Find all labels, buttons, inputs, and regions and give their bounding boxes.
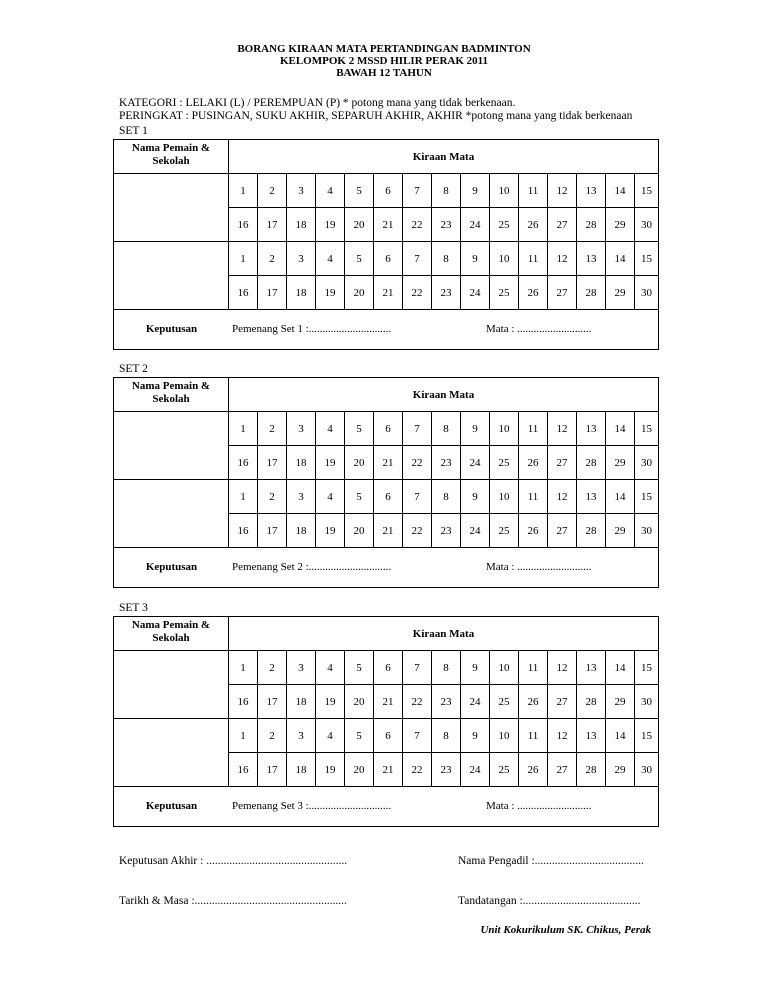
score-cell[interactable]: 28: [577, 685, 606, 719]
score-cell[interactable]: 21: [374, 685, 403, 719]
score-cell[interactable]: 28: [577, 276, 606, 310]
score-cell[interactable]: 23: [432, 753, 461, 787]
player-name-header-line2: Sekolah: [152, 393, 190, 405]
score-cell[interactable]: 16: [229, 685, 258, 719]
score-cell[interactable]: 11: [519, 719, 548, 753]
player-name-header-line1: Nama Pemain &: [131, 142, 211, 154]
score-cell[interactable]: 17: [258, 208, 287, 242]
unit-footer: Unit Kokurikulum SK. Chikus, Perak: [480, 924, 651, 936]
score-cell[interactable]: 4: [316, 719, 345, 753]
score-cell[interactable]: 16: [229, 514, 258, 548]
score-cell[interactable]: 18: [287, 753, 316, 787]
score-cell[interactable]: 2: [258, 719, 287, 753]
score-cell[interactable]: 19: [316, 446, 345, 480]
score-cell[interactable]: 1: [229, 719, 258, 753]
set-label: SET 1: [119, 125, 148, 137]
score-cell[interactable]: 13: [577, 480, 606, 514]
score-cell[interactable]: 30: [635, 514, 658, 548]
set-winner-field[interactable]: Pemenang Set 2 :..............................: [232, 561, 392, 573]
score-cell[interactable]: 10: [490, 174, 519, 208]
score-cell[interactable]: 15: [635, 412, 658, 446]
score-cell[interactable]: 21: [374, 276, 403, 310]
score-cell[interactable]: 26: [519, 753, 548, 787]
score-cell[interactable]: 6: [374, 174, 403, 208]
score-cell[interactable]: 5: [345, 480, 374, 514]
score-cell[interactable]: 27: [548, 685, 577, 719]
score-cell[interactable]: 24: [461, 276, 490, 310]
score-cell[interactable]: 16: [229, 276, 258, 310]
score-cell[interactable]: 6: [374, 480, 403, 514]
score-cell[interactable]: 14: [606, 480, 635, 514]
peringkat-line: PERINGKAT : PUSINGAN, SUKU AKHIR, SEPARUH AKHIR, AKHIR *potong mana yang tidak berkenaan: [119, 110, 633, 122]
score-cell[interactable]: 8: [432, 242, 461, 276]
score-cell[interactable]: 23: [432, 446, 461, 480]
score-cell[interactable]: 9: [461, 480, 490, 514]
score-cell[interactable]: 20: [345, 208, 374, 242]
form-age-group: BAWAH 12 TAHUN: [336, 67, 432, 79]
score-cell[interactable]: 21: [374, 208, 403, 242]
score-cell[interactable]: 8: [432, 719, 461, 753]
tandatangan-field[interactable]: Tandatangan :.........................................: [458, 895, 641, 907]
score-cell[interactable]: 2: [258, 242, 287, 276]
score-cell[interactable]: 25: [490, 276, 519, 310]
score-cell[interactable]: 9: [461, 719, 490, 753]
player-name-cell[interactable]: [114, 412, 229, 480]
score-cell[interactable]: 1: [229, 480, 258, 514]
score-cell[interactable]: 8: [432, 651, 461, 685]
score-cell[interactable]: 11: [519, 651, 548, 685]
score-cell[interactable]: 17: [258, 753, 287, 787]
score-cell[interactable]: 14: [606, 174, 635, 208]
score-cell[interactable]: 23: [432, 514, 461, 548]
player-name-cell[interactable]: [114, 651, 229, 719]
score-cell[interactable]: 17: [258, 514, 287, 548]
player-name-header: [114, 378, 229, 412]
score-cell[interactable]: 7: [403, 480, 432, 514]
score-cell[interactable]: 22: [403, 446, 432, 480]
score-cell[interactable]: 5: [345, 719, 374, 753]
score-cell[interactable]: 5: [345, 174, 374, 208]
score-cell[interactable]: 8: [432, 174, 461, 208]
score-cell[interactable]: 27: [548, 753, 577, 787]
score-cell[interactable]: 25: [490, 208, 519, 242]
score-cell[interactable]: 3: [287, 174, 316, 208]
score-cell[interactable]: 5: [345, 242, 374, 276]
score-cell[interactable]: 2: [258, 174, 287, 208]
score-cell[interactable]: 3: [287, 651, 316, 685]
score-cell[interactable]: 23: [432, 685, 461, 719]
score-cell[interactable]: 9: [461, 651, 490, 685]
score-cell[interactable]: 6: [374, 719, 403, 753]
score-cell[interactable]: 12: [548, 412, 577, 446]
score-cell[interactable]: 24: [461, 753, 490, 787]
score-cell[interactable]: 12: [548, 242, 577, 276]
score-cell[interactable]: 4: [316, 480, 345, 514]
score-cell[interactable]: 13: [577, 174, 606, 208]
score-cell[interactable]: 30: [635, 276, 658, 310]
score-cell[interactable]: 17: [258, 685, 287, 719]
score-cell[interactable]: 2: [258, 480, 287, 514]
score-cell[interactable]: 7: [403, 651, 432, 685]
score-cell[interactable]: 26: [519, 685, 548, 719]
score-cell[interactable]: 13: [577, 651, 606, 685]
score-cell[interactable]: 28: [577, 208, 606, 242]
set-label: SET 2: [119, 363, 148, 375]
score-cell[interactable]: 11: [519, 412, 548, 446]
score-cell[interactable]: 21: [374, 753, 403, 787]
player-name-cell[interactable]: [114, 719, 229, 787]
form-title: BORANG KIRAAN MATA PERTANDINGAN BADMINTON: [237, 43, 531, 55]
score-cell[interactable]: 27: [548, 208, 577, 242]
score-cell[interactable]: 12: [548, 651, 577, 685]
score-cell[interactable]: 1: [229, 242, 258, 276]
score-cell[interactable]: 11: [519, 242, 548, 276]
score-cell[interactable]: 18: [287, 208, 316, 242]
score-cell[interactable]: 24: [461, 514, 490, 548]
score-cell[interactable]: 14: [606, 651, 635, 685]
keputusan-label: Keputusan: [145, 561, 198, 573]
score-cell[interactable]: 22: [403, 276, 432, 310]
score-cell[interactable]: 30: [635, 208, 658, 242]
set-table: [113, 139, 659, 350]
score-cell[interactable]: 26: [519, 446, 548, 480]
score-cell[interactable]: 7: [403, 719, 432, 753]
score-cell[interactable]: 13: [577, 719, 606, 753]
score-cell[interactable]: 8: [432, 480, 461, 514]
score-cell[interactable]: 15: [635, 651, 658, 685]
set-table: [113, 377, 659, 588]
player-name-header-line1: Nama Pemain &: [131, 619, 211, 631]
score-cell[interactable]: 7: [403, 174, 432, 208]
score-cell[interactable]: 16: [229, 446, 258, 480]
score-cell[interactable]: 27: [548, 276, 577, 310]
score-cell[interactable]: 13: [577, 242, 606, 276]
player-name-cell[interactable]: [114, 480, 229, 548]
score-cell[interactable]: 25: [490, 446, 519, 480]
score-cell[interactable]: 18: [287, 514, 316, 548]
score-cell[interactable]: 24: [461, 446, 490, 480]
score-cell[interactable]: 28: [577, 446, 606, 480]
player-name-header-line1: Nama Pemain &: [131, 380, 211, 392]
score-cell[interactable]: 11: [519, 480, 548, 514]
set-points-field[interactable]: Mata : ...........................: [486, 800, 592, 812]
score-cell[interactable]: 23: [432, 208, 461, 242]
score-cell[interactable]: 9: [461, 412, 490, 446]
score-cell[interactable]: 1: [229, 174, 258, 208]
score-cell[interactable]: 17: [258, 446, 287, 480]
score-cell[interactable]: 26: [519, 276, 548, 310]
score-cell[interactable]: 29: [606, 514, 635, 548]
score-cell[interactable]: 15: [635, 719, 658, 753]
score-cell[interactable]: 6: [374, 412, 403, 446]
player-name-header: [114, 140, 229, 174]
score-cell[interactable]: 29: [606, 208, 635, 242]
score-cell[interactable]: 12: [548, 719, 577, 753]
player-name-cell[interactable]: [114, 242, 229, 310]
score-cell[interactable]: 9: [461, 174, 490, 208]
tarikh-masa-field[interactable]: Tarikh & Masa :.....................................................: [119, 895, 347, 907]
score-cell[interactable]: 29: [606, 753, 635, 787]
score-cell[interactable]: 23: [432, 276, 461, 310]
score-cell[interactable]: 21: [374, 514, 403, 548]
score-cell[interactable]: 3: [287, 480, 316, 514]
score-cell[interactable]: 26: [519, 514, 548, 548]
kategori-line: KATEGORI : LELAKI (L) / PEREMPUAN (P) * potong mana yang tidak berkenaan.: [119, 97, 516, 109]
score-cell[interactable]: 10: [490, 719, 519, 753]
set-table: [113, 616, 659, 827]
score-cell[interactable]: 9: [461, 242, 490, 276]
score-cell[interactable]: 3: [287, 242, 316, 276]
score-cell[interactable]: 18: [287, 446, 316, 480]
score-cell[interactable]: 25: [490, 753, 519, 787]
score-cell[interactable]: 4: [316, 174, 345, 208]
score-cell[interactable]: 10: [490, 412, 519, 446]
player-name-header-line2: Sekolah: [152, 632, 190, 644]
set-winner-field[interactable]: Pemenang Set 1 :..............................: [232, 323, 392, 335]
score-cell[interactable]: 15: [635, 480, 658, 514]
score-cell[interactable]: 18: [287, 685, 316, 719]
score-cell[interactable]: 1: [229, 412, 258, 446]
score-cell[interactable]: 22: [403, 685, 432, 719]
score-cell[interactable]: 25: [490, 514, 519, 548]
score-cell[interactable]: 15: [635, 242, 658, 276]
set-points-field[interactable]: Mata : ...........................: [486, 561, 592, 573]
score-cell[interactable]: 27: [548, 514, 577, 548]
kiraan-mata-header: Kiraan Mata: [229, 140, 658, 174]
score-cell[interactable]: 2: [258, 651, 287, 685]
player-name-header: [114, 617, 229, 651]
score-cell[interactable]: 18: [287, 276, 316, 310]
score-cell[interactable]: 7: [403, 412, 432, 446]
score-cell[interactable]: 29: [606, 685, 635, 719]
score-cell[interactable]: 29: [606, 446, 635, 480]
score-cell[interactable]: 29: [606, 276, 635, 310]
score-cell[interactable]: 30: [635, 446, 658, 480]
score-cell[interactable]: 19: [316, 753, 345, 787]
score-cell[interactable]: 3: [287, 412, 316, 446]
score-cell[interactable]: 10: [490, 242, 519, 276]
score-cell[interactable]: 28: [577, 514, 606, 548]
player-name-header-line2: Sekolah: [152, 155, 190, 167]
score-cell[interactable]: 3: [287, 719, 316, 753]
score-cell[interactable]: 14: [606, 719, 635, 753]
score-cell[interactable]: 22: [403, 208, 432, 242]
score-cell[interactable]: 24: [461, 685, 490, 719]
score-cell[interactable]: 5: [345, 412, 374, 446]
score-cell[interactable]: 15: [635, 174, 658, 208]
score-cell[interactable]: 22: [403, 514, 432, 548]
keputusan-label: Keputusan: [145, 800, 198, 812]
score-cell[interactable]: 7: [403, 242, 432, 276]
set-points-field[interactable]: Mata : ...........................: [486, 323, 592, 335]
score-cell[interactable]: 17: [258, 276, 287, 310]
set-label: SET 3: [119, 602, 148, 614]
player-name-cell[interactable]: [114, 174, 229, 242]
score-cell[interactable]: 11: [519, 174, 548, 208]
score-cell[interactable]: 16: [229, 208, 258, 242]
score-cell[interactable]: 6: [374, 242, 403, 276]
score-cell[interactable]: 27: [548, 446, 577, 480]
score-cell[interactable]: 6: [374, 651, 403, 685]
score-cell[interactable]: 30: [635, 753, 658, 787]
score-cell[interactable]: 1: [229, 651, 258, 685]
score-cell[interactable]: 16: [229, 753, 258, 787]
score-cell[interactable]: 12: [548, 174, 577, 208]
score-cell[interactable]: 8: [432, 412, 461, 446]
score-cell[interactable]: 19: [316, 276, 345, 310]
score-cell[interactable]: 4: [316, 651, 345, 685]
score-cell[interactable]: 20: [345, 685, 374, 719]
score-cell[interactable]: 4: [316, 412, 345, 446]
score-cell[interactable]: 20: [345, 276, 374, 310]
form-subtitle: KELOMPOK 2 MSSD HILIR PERAK 2011: [279, 55, 489, 67]
score-cell[interactable]: 19: [316, 208, 345, 242]
score-cell[interactable]: 24: [461, 208, 490, 242]
score-cell[interactable]: 10: [490, 480, 519, 514]
score-cell[interactable]: 20: [345, 753, 374, 787]
score-cell[interactable]: 28: [577, 753, 606, 787]
score-cell[interactable]: 21: [374, 446, 403, 480]
score-cell[interactable]: 10: [490, 651, 519, 685]
score-cell[interactable]: 19: [316, 514, 345, 548]
set-winner-field[interactable]: Pemenang Set 3 :..............................: [232, 800, 392, 812]
score-cell[interactable]: 14: [606, 412, 635, 446]
score-cell[interactable]: 22: [403, 753, 432, 787]
score-cell[interactable]: 14: [606, 242, 635, 276]
keputusan-label: Keputusan: [145, 323, 198, 335]
score-cell[interactable]: 30: [635, 685, 658, 719]
score-cell[interactable]: 26: [519, 208, 548, 242]
score-cell[interactable]: 20: [345, 514, 374, 548]
score-cell[interactable]: 20: [345, 446, 374, 480]
keputusan-akhir-field[interactable]: Keputusan Akhir : .................................................: [119, 855, 348, 867]
score-cell[interactable]: 5: [345, 651, 374, 685]
score-cell[interactable]: 13: [577, 412, 606, 446]
score-cell[interactable]: 4: [316, 242, 345, 276]
score-cell[interactable]: 2: [258, 412, 287, 446]
score-cell[interactable]: 19: [316, 685, 345, 719]
nama-pengadil-field[interactable]: Nama Pengadil :......................................: [458, 855, 644, 867]
score-cell[interactable]: 12: [548, 480, 577, 514]
kiraan-mata-header: Kiraan Mata: [229, 617, 658, 651]
score-cell[interactable]: 25: [490, 685, 519, 719]
kiraan-mata-header: Kiraan Mata: [229, 378, 658, 412]
